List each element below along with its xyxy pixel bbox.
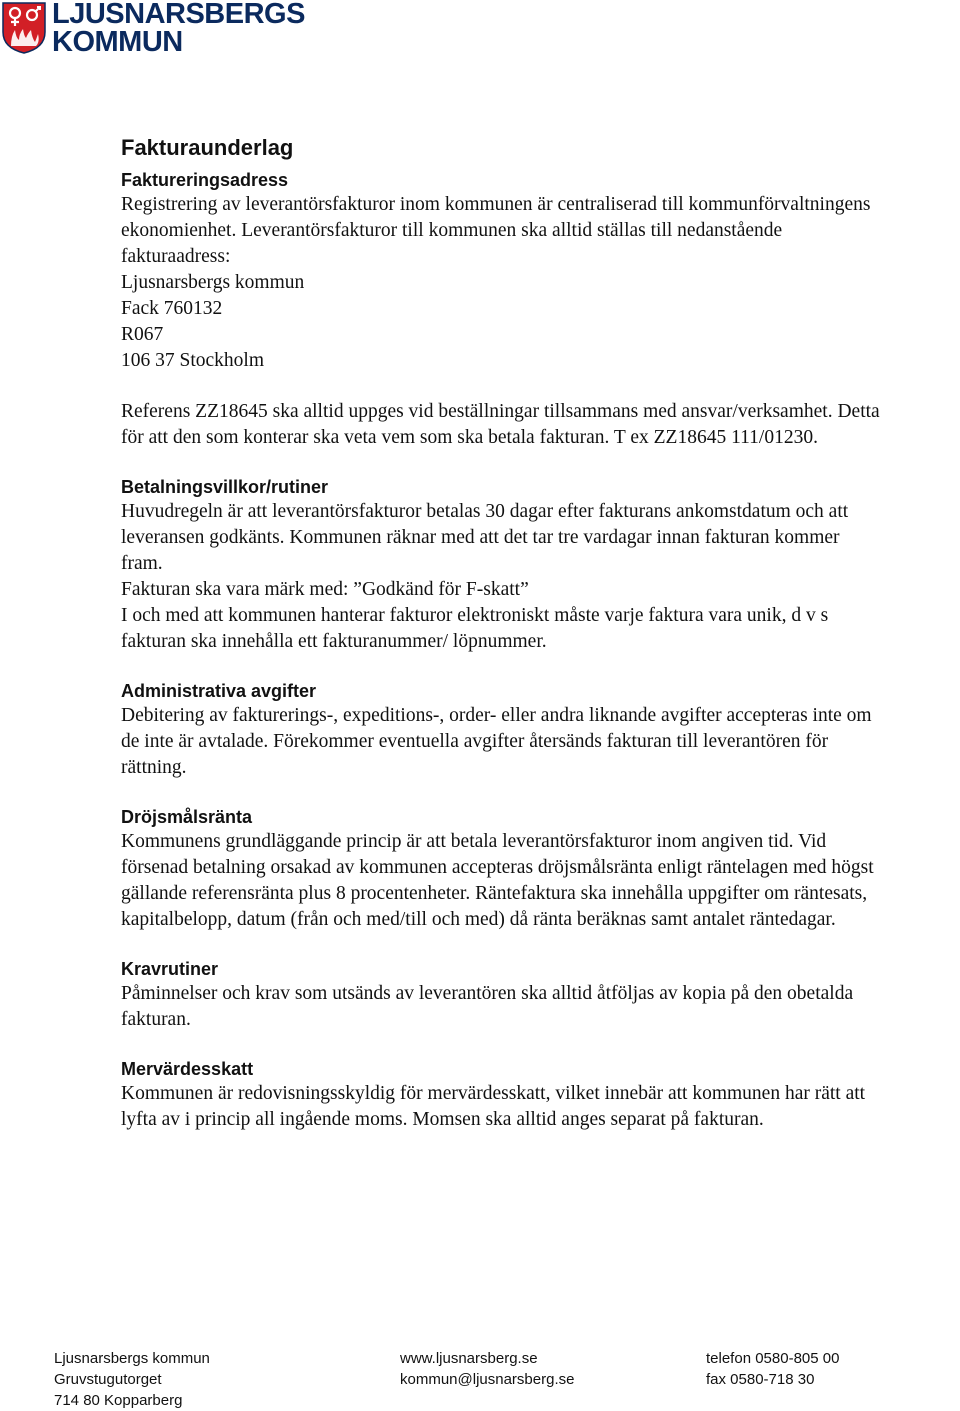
- address-line: Fack 760132: [121, 298, 223, 319]
- coat-of-arms-icon: [2, 2, 46, 54]
- logo-line-1: LJUSNARSBERGS: [52, 0, 305, 30]
- footer-org-name: Ljusnarsbergs kommun: [54, 1350, 210, 1367]
- heading-kravrutiner: Kravrutiner: [121, 959, 219, 979]
- footer-fax: fax 0580-718 30: [706, 1371, 815, 1388]
- footer-telephone: telefon 0580-805 00: [706, 1350, 840, 1367]
- footer-phone: [706, 1348, 839, 1390]
- footer-postal: 714 80 Kopparberg: [54, 1392, 183, 1409]
- footer-web: [400, 1348, 574, 1390]
- address-line: R067: [121, 324, 164, 345]
- footer-website-link[interactable]: www.ljusnarsberg.se: [400, 1350, 538, 1367]
- logo-line-2: KOMMUN: [52, 26, 183, 58]
- footer-address: [54, 1348, 210, 1411]
- heading-faktureringsadress: Faktureringsadress: [121, 170, 289, 190]
- paragraph: Debitering av fakturerings-, expeditions-, order- eller andra liknande avgifter accepteras inte om de inte är avtalade. Förekommer eventuella avgifter återsänds fakturan till leverantören för rättning.: [121, 705, 872, 778]
- logo-wordmark: [52, 0, 305, 56]
- heading-drojsmalsranta: Dröjsmålsränta: [121, 807, 253, 827]
- page-title: Fakturaunderlag: [121, 135, 294, 160]
- address-line: Ljusnarsbergs kommun: [121, 272, 305, 293]
- paragraph: Referens ZZ18645 ska alltid uppges vid beställningar tillsammans med ansvar/verksamhet. Detta för att den som konterar ska veta vem som ska betala fakturan. T ex ZZ18645 111/01230.: [121, 401, 880, 448]
- paragraph: Kommunens grundläggande princip är att betala leverantörsfakturor inom angiven tid. Vid försenad betalning orsakad av kommunen accepteras dröjsmålsränta enligt räntelagen med högst gällande referensränta plus 8 procentenheter. Räntefaktura ska innehålla uppgifter om räntesats, kapitalbelopp, datum (från och med/till och med) då ränta beräknas samt antalet räntedagar.: [121, 831, 874, 930]
- paragraph: Huvudregeln är att leverantörsfakturor betalas 30 dagar efter fakturans ankomstdatum och att leveransen godkänts. Kommunen räknar med att det tar tre vardagar innan fakturan kommer fram.: [121, 501, 849, 574]
- paragraph: Registrering av leverantörsfakturor inom kommunen är centraliserad till kommunförvaltningens ekonomienhet. Leverantörsfakturor till kommunen ska alltid ställas till nedanstående fakturaadress:: [121, 194, 871, 267]
- paragraph: I och med att kommunen hanterar fakturor elektroniskt måste varje faktura vara unik, d v s fakturan ska innehålla ett fakturanummer/ löpnummer.: [121, 605, 829, 652]
- document-body: [121, 134, 881, 1133]
- paragraph: Fakturan ska vara märk med: ”Godkänd för F-skatt”: [121, 579, 529, 600]
- heading-mervardesskatt: Mervärdesskatt: [121, 1059, 254, 1079]
- address-line: 106 37 Stockholm: [121, 350, 265, 371]
- footer-street: Gruvstugutorget: [54, 1371, 162, 1388]
- paragraph: Kommunen är redovisningsskyldig för mervärdesskatt, vilket innebär att kommunen har rätt att lyfta av i princip all ingående moms. Momsen ska alltid anges separat på fakturan.: [121, 1083, 866, 1130]
- heading-administrativa-avgifter: Administrativa avgifter: [121, 681, 317, 701]
- paragraph: Påminnelser och krav som utsänds av leverantören ska alltid åtföljas av kopia på den obetalda fakturan.: [121, 983, 854, 1030]
- heading-betalningsvillkor: Betalningsvillkor/rutiner: [121, 477, 329, 497]
- footer-email-link[interactable]: kommun@ljusnarsberg.se: [400, 1371, 575, 1388]
